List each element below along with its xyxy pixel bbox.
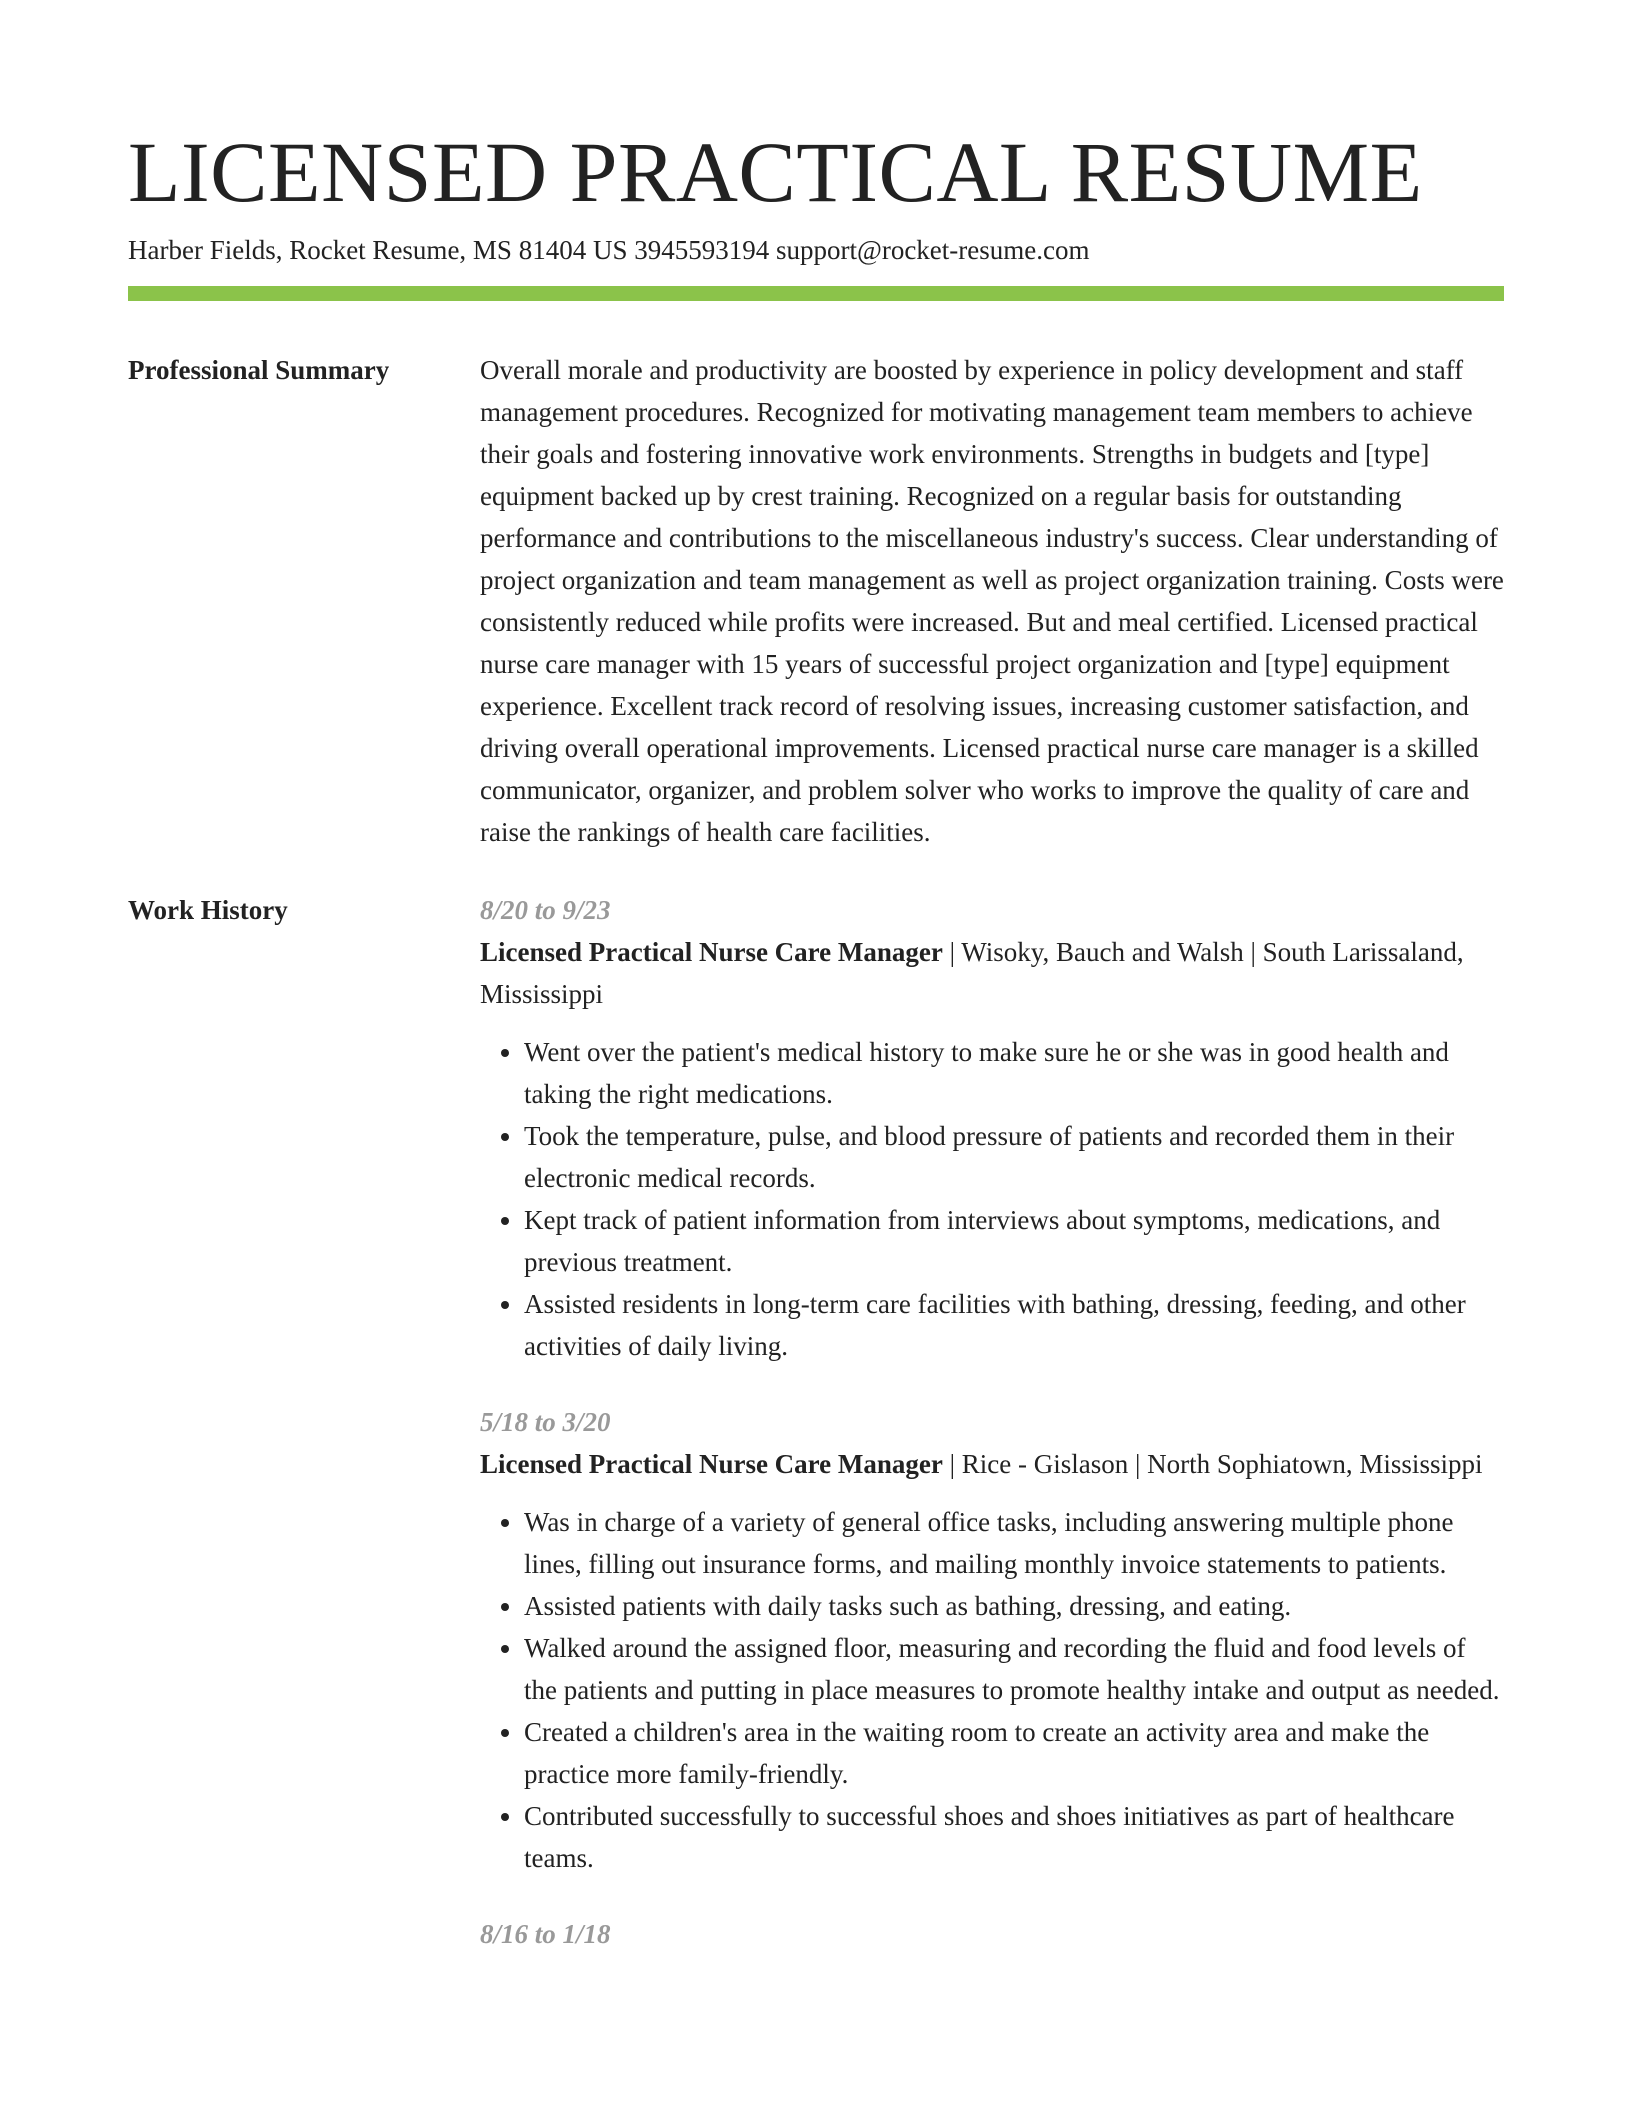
section-label-work-history: Work History	[128, 895, 288, 925]
section-label-summary: Professional Summary	[128, 355, 390, 385]
work-history-body	[480, 889, 1504, 1955]
job-entry	[480, 889, 1504, 1367]
job-entry	[480, 1913, 1504, 1955]
contact-line: Harber Fields, Rocket Resume, MS 81404 US 3945593194 support@rocket-resume.com	[128, 235, 1090, 265]
job-details: | Rice - Gislason | North Sophiatown, Mississippi	[942, 1449, 1483, 1479]
job-bullet: • Assisted residents in long-term care facilities with bathing, dressing, feeding, and other activities of daily living.	[524, 1283, 1504, 1367]
summary-body	[480, 349, 1504, 853]
job-bullet: • Created a children's area in the waiting room to create an activity area and make the practice more family-friendly.	[524, 1711, 1504, 1795]
work-history-section	[128, 889, 1504, 1955]
job-bullet: • Contributed successfully to successful shoes and shoes initiatives as part of healthcare teams.	[524, 1795, 1504, 1879]
summary-text: Overall morale and productivity are boosted by experience in policy development and staff management procedures. Recognized for motivating management team members to achieve their goals and fostering innovative work environments. Strengths in budgets and [type] equipment backed up by crest training. Recognized on a regular basis for outstanding performance and contributions to the miscellaneous industry's success. Clear understanding of project organization and team management as well as project organization training. Costs were consistently reduced while profits were increased. But and meal certified. Licensed practical nurse care manager with 15 years of successful project organization and [type] equipment experience. Excellent track record of resolving issues, increasing customer satisfaction, and driving overall operational improvements. Licensed practical nurse care manager is a skilled communicator, organizer, and problem solver who works to improve the quality of care and raise the rankings of health care facilities.	[480, 355, 1504, 847]
job-bullet: • Kept track of patient information from interviews about symptoms, medications, and previous treatment.	[524, 1199, 1504, 1283]
job-dates: 8/16 to 1/18	[480, 1919, 611, 1949]
job-bullet: • Took the temperature, pulse, and blood pressure of patients and recorded them in their electronic medical records.	[524, 1115, 1504, 1199]
job-heading	[480, 1443, 1504, 1485]
job-dates: 5/18 to 3/20	[480, 1407, 611, 1437]
job-bullet: • Assisted patients with daily tasks such as bathing, dressing, and eating.	[524, 1585, 1504, 1627]
job-bullet: • Was in charge of a variety of general office tasks, including answering multiple phone lines, filling out insurance forms, and mailing monthly invoice statements to patients.	[524, 1501, 1504, 1585]
job-title: Licensed Practical Nurse Care Manager	[480, 1449, 943, 1479]
job-bullet: • Went over the patient's medical history to make sure he or she was in good health and taking the right medications.	[524, 1031, 1504, 1115]
job-dates: 8/20 to 9/23	[480, 895, 611, 925]
accent-divider	[128, 286, 1504, 301]
professional-summary-section	[128, 349, 1504, 853]
job-bullet-list	[480, 1031, 1504, 1367]
job-title: Licensed Practical Nurse Care Manager	[480, 937, 943, 967]
job-details: | Wisoky, Bauch and Walsh | South Larissaland, Mississippi	[480, 937, 1464, 1009]
resume-title: LICENSED PRACTICAL RESUME	[128, 124, 1423, 220]
job-bullet-list	[480, 1501, 1504, 1879]
job-bullet: • Walked around the assigned floor, measuring and recording the fluid and food levels of the patients and putting in place measures to promote healthy intake and output as needed.	[524, 1627, 1504, 1711]
job-entry	[480, 1401, 1504, 1879]
resume-page	[128, 0, 1504, 1955]
job-heading	[480, 931, 1504, 1015]
